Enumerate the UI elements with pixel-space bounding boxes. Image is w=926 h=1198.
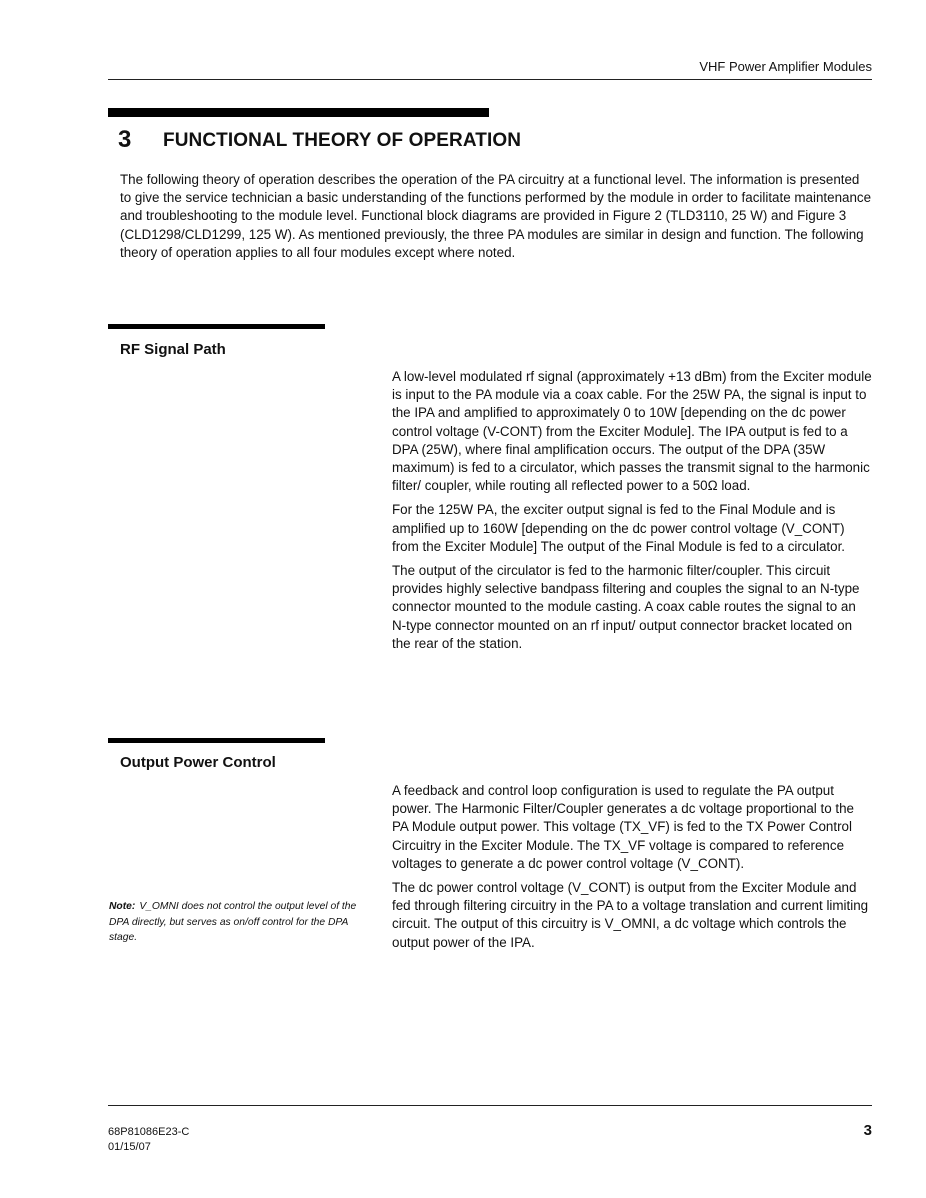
running-header: VHF Power Amplifier Modules bbox=[699, 59, 872, 74]
header-rule bbox=[108, 79, 872, 80]
footer-rule bbox=[108, 1105, 872, 1106]
section-bar-rf-signal-path bbox=[108, 324, 325, 329]
chapter-title: FUNCTIONAL THEORY OF OPERATION bbox=[163, 130, 522, 151]
paragraph: The output of the circulator is fed to the harmonic filter/coupler. This circuit provides highly selective bandpass filtering and couples the signal to an N-type connector mounted to the module casting. A coax cable routes the signal to an N-type connector mounted on an rf input/ output connector bracket located on the rear of the station. bbox=[392, 563, 860, 651]
note-label: Note: bbox=[109, 901, 136, 912]
section-title-output-power-control: Output Power Control bbox=[120, 754, 276, 771]
paragraph: A feedback and control loop configuration is used to regulate the PA output power. The Harmonic Filter/Coupler generates a dc voltage proportional to the PA Module output power. This voltage (TX_VF) is fed to the TX Power Control Circuitry in the Exciter Module. The TX_VF voltage is compared to reference voltages to generate a dc power control voltage (V_CONT). bbox=[392, 783, 854, 871]
chapter-bar bbox=[108, 108, 489, 117]
note-text: V_OMNI does not control the output level of the DPA directly, but serves as on/off control for the DPA stage. bbox=[109, 901, 357, 943]
section-body-rf-signal-path bbox=[392, 368, 872, 659]
section-body-output-power-control bbox=[392, 782, 872, 958]
section-bar-output-power-control bbox=[108, 738, 325, 743]
section-title-rf-signal-path: RF Signal Path bbox=[120, 341, 226, 358]
chapter-intro: The following theory of operation describes the operation of the PA circuitry at a functional level. The information is presented to give the service technician a basic understanding of the functions performed by the module in order to facilitate maintenance and troubleshooting to the module level. Functional block diagrams are provided in Figure 2 (TLD3110, 25 W) and Figure 3 (CLD1298/CLD1299, 125 W). As mentioned previously, the three PA modules are similar in design and function. The following theory of operation applies to all four modules except where noted. bbox=[120, 172, 872, 260]
margin-note bbox=[109, 899, 359, 946]
paragraph: For the 125W PA, the exciter output signal is fed to the Final Module and is amplified up to 160W [depending on the dc power control voltage (V_CONT) from the Exciter Module] The output of the Final Module is fed to a circulator. bbox=[392, 502, 846, 554]
chapter-number: 3 bbox=[118, 126, 132, 153]
document-date: 01/15/07 bbox=[108, 1141, 151, 1153]
document-number: 68P81086E23-C bbox=[108, 1126, 190, 1138]
paragraph: A low-level modulated rf signal (approximately +13 dBm) from the Exciter module is input to the PA module via a coax cable. For the 25W PA, the signal is input to the IPA and amplified to approximately 0 to 10W [depending on the dc power control voltage (V-CONT) from the Exciter Module]. The IPA output is fed to a DPA (25W), where final amplification occurs. The output of the DPA (35W maximum) is fed to a circulator, which passes the transmit signal to the harmonic filter/ coupler, while routing all reflected power to a 50Ω load. bbox=[392, 369, 872, 494]
paragraph: The dc power control voltage (V_CONT) is output from the Exciter Module and fed through filtering circuitry in the PA to a voltage translation and current limiting circuit. The output of this circuitry is V_OMNI, a dc voltage which controls the output power of the IPA. bbox=[392, 880, 869, 950]
page-number: 3 bbox=[863, 1122, 872, 1139]
